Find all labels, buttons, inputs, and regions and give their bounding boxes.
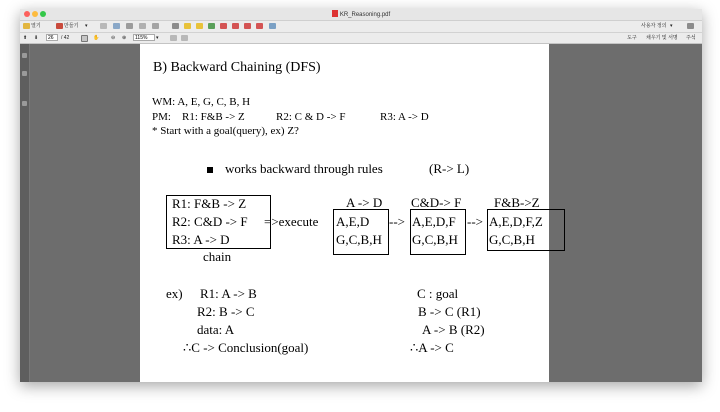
open-button[interactable]: 열기 (31, 23, 41, 29)
create-pdf-icon[interactable] (56, 23, 63, 29)
save-icon[interactable] (100, 23, 107, 29)
example-rule-1: R1: A -> B (200, 286, 257, 301)
state-3-line-2: G,C,B,H (489, 232, 535, 247)
chain-label: chain (203, 249, 232, 264)
zoom-input[interactable] (133, 34, 155, 41)
bullet-text: works backward through rules (225, 161, 383, 176)
state-1-line-1: A,E,D (336, 214, 370, 229)
next-page-icon[interactable]: ⬇ (34, 35, 39, 41)
pm-rule-2: R2: C & D -> F (276, 111, 346, 123)
sidebar-divider (29, 44, 30, 382)
zoom-out-icon[interactable]: ⊖ (111, 35, 116, 41)
zoom-dropdown-icon[interactable]: ▾ (156, 35, 159, 41)
page-number-input[interactable] (46, 34, 58, 41)
combine-icon[interactable] (232, 23, 239, 29)
customize-dropdown-icon[interactable]: ▾ (670, 23, 673, 29)
main-toolbar (20, 21, 702, 33)
slide-title: B) Backward Chaining (DFS) (153, 60, 321, 75)
rule-label-2: C&D-> F (411, 195, 462, 210)
share-icon[interactable] (208, 23, 215, 29)
pdf-file-icon (332, 10, 338, 17)
zoom-in-icon[interactable]: ⊕ (122, 35, 127, 41)
create-dropdown-icon[interactable]: ▾ (85, 23, 88, 29)
chain-rule-3: R3: A -> D (172, 232, 230, 247)
pdf-page (140, 44, 549, 382)
export-icon[interactable] (220, 23, 227, 29)
bookmarks-icon[interactable] (22, 71, 27, 76)
working-memory: WM: A, E, G, C, B, H (152, 96, 251, 108)
bullet-icon (207, 167, 213, 173)
protect-icon[interactable] (256, 23, 263, 29)
window-title: KR_Reasoning.pdf (20, 10, 702, 20)
start-note: * Start with a goal(query), ex) Z? (152, 125, 299, 137)
customize-button[interactable]: 사용자 정의 (641, 23, 667, 29)
pm-rule-1: R1: F&B -> Z (182, 111, 245, 123)
pm-label: PM: (152, 111, 171, 123)
title-bar (20, 9, 702, 21)
page-total: / 42 (61, 35, 70, 41)
fill-sign-button[interactable]: 채우기 및 서명 (646, 35, 678, 41)
example-rule-2: R2: B -> C (197, 304, 255, 319)
attachments-icon[interactable] (22, 101, 27, 106)
sticky-note-icon[interactable] (196, 23, 203, 29)
previous-page-icon[interactable]: ⬆ (23, 35, 28, 41)
edit-icon[interactable] (139, 23, 146, 29)
cloud-icon[interactable] (113, 23, 120, 29)
execute-label: =>execute (264, 214, 319, 229)
goal-step-1: B -> C (R1) (418, 304, 481, 319)
email-icon[interactable] (152, 23, 159, 29)
comment-icon[interactable] (184, 23, 191, 29)
goal-text: C : goal (417, 286, 459, 301)
bullet-direction: (R-> L) (429, 161, 470, 176)
fit-width-icon[interactable] (181, 35, 188, 41)
thumbnails-icon[interactable] (22, 53, 27, 58)
arrow-2: --> (467, 214, 483, 229)
expand-icon[interactable] (687, 23, 694, 29)
rule-label-3: F&B->Z (494, 195, 540, 210)
hand-tool-icon[interactable]: ✋ (93, 35, 100, 41)
example-label: ex) (166, 286, 183, 301)
app-window (20, 9, 702, 382)
create-button[interactable]: 만들기 (64, 23, 79, 29)
navigation-toolbar (20, 33, 702, 44)
organize-icon[interactable] (244, 23, 251, 29)
rule-label-1: A -> D (346, 195, 383, 210)
example-data: data: A (197, 322, 235, 337)
comment-button[interactable]: 주석 (686, 35, 696, 41)
folder-icon[interactable] (23, 23, 30, 29)
state-1-line-2: G,C,B,H (336, 232, 382, 247)
pm-rule-3: R3: A -> D (380, 111, 429, 123)
state-2-line-1: A,E,D,F (412, 214, 456, 229)
navigation-sidebar (20, 44, 29, 382)
state-2-line-2: G,C,B,H (412, 232, 458, 247)
goal-result: ∴A -> C (410, 340, 454, 355)
scan-icon[interactable] (269, 23, 276, 29)
goal-step-2: A -> B (R2) (422, 322, 485, 337)
example-conclusion: ∴C -> Conclusion(goal) (183, 340, 309, 355)
arrow-1: --> (389, 214, 405, 229)
select-tool-icon[interactable] (81, 35, 88, 42)
state-3-line-1: A,E,D,F,Z (489, 214, 543, 229)
fit-page-icon[interactable] (170, 35, 177, 41)
settings-icon[interactable] (172, 23, 179, 29)
chain-rule-1: R1: F&B -> Z (172, 196, 247, 211)
print-icon[interactable] (126, 23, 133, 29)
tools-button[interactable]: 도구 (627, 35, 637, 41)
chain-rule-2: R2: C&D -> F (172, 214, 248, 229)
